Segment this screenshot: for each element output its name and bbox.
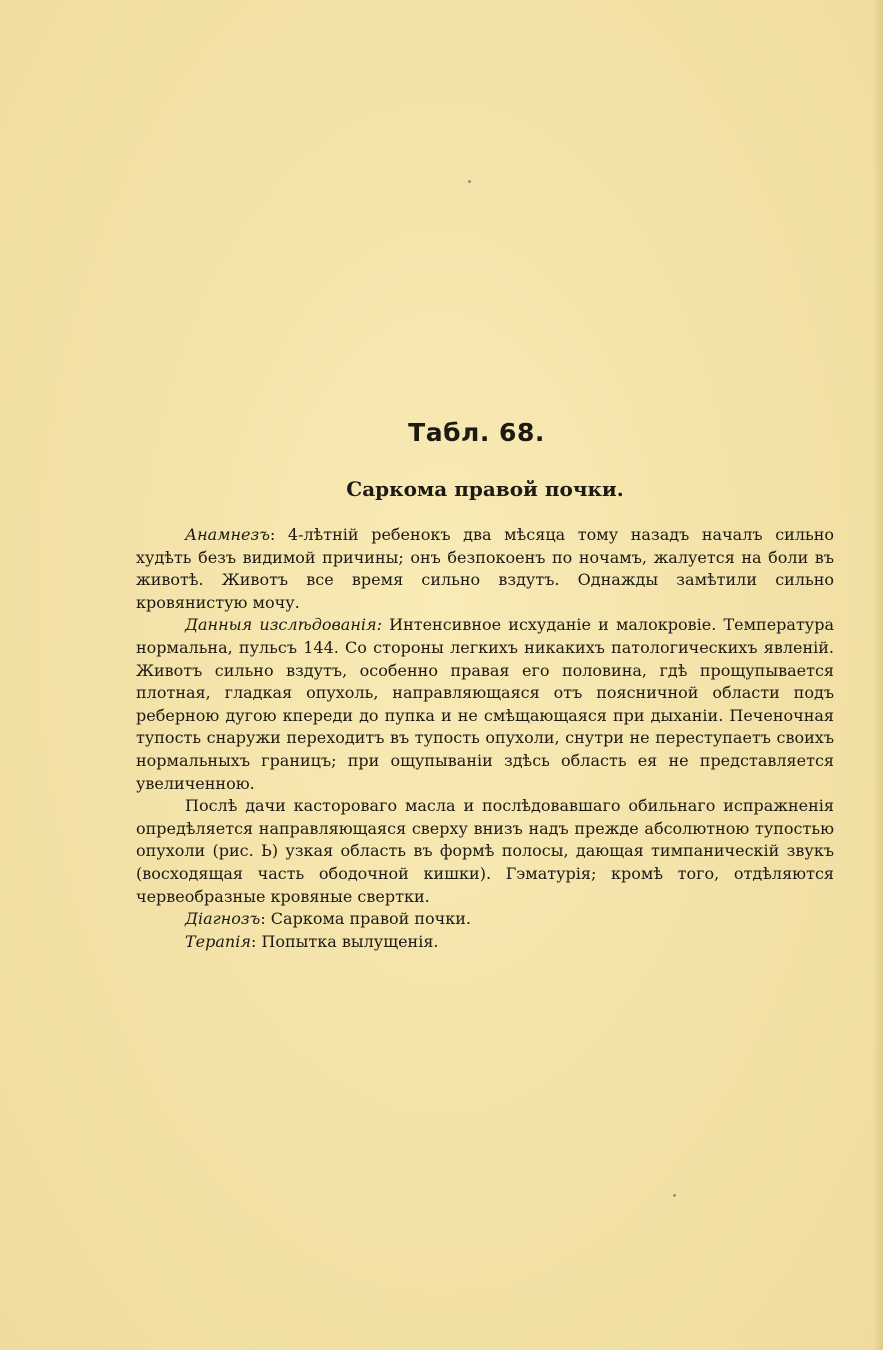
findings-label: Данныя изслѣдованія:: [185, 615, 382, 635]
after-castor-paragraph: [136, 795, 834, 908]
therapy-paragraph: [136, 931, 834, 954]
therapy-label: Терапія: [185, 931, 251, 951]
after-castor-text: Послѣ дачи кастороваго масла и послѣдовавшаго обильнаго испражненія опредѣляется направляющаяся сверху внизъ надъ прежде абсолютною тупостью опухоли (рис. Ь) узкая область въ формѣ полосы, дающая тимпаническій звукъ (восходящая часть ободочной кишки). Гэматурія; кромѣ того, отдѣляются червеобразные кровяные свертки.: [136, 796, 834, 906]
anamnesis-label: Анамнезъ: [185, 525, 270, 544]
diagnosis-label: Діагнозъ: [185, 909, 261, 929]
diagnosis-paragraph: [136, 908, 834, 931]
page-title: Табл. 68.: [408, 418, 545, 447]
anamnesis-paragraph: [136, 524, 834, 614]
page-edge-shadow: [873, 0, 883, 1350]
page-subtitle: Саркома правой почки.: [346, 477, 624, 501]
anamnesis-text: : 4-лѣтній ребенокъ два мѣсяца тому назадъ началъ сильно худѣть безъ видимой причины; онъ безпокоенъ по ночамъ, жалуется на боли въ животѣ. Животъ все время сильно вздутъ. Однажды замѣтили сильно кровянистую мочу.: [136, 525, 834, 612]
findings-paragraph: [136, 614, 834, 795]
therapy-text: : Попытка вылущенія.: [250, 931, 439, 951]
case-description: [136, 524, 834, 953]
findings-text: Интенсивное исхуданіе и малокровіе. Температура нормальна, пульсъ 144. Со стороны легкихъ никакихъ патологическихъ явленій. Животъ сильно вздутъ, особенно правая его половина, гдѣ прощупывается плотная, гладкая опухоль, направляющаяся отъ поясничной области подъ реберною дугою кпереди до пупка и не смѣщающаяся при дыханіи. Печеночная тупость снаружи переходитъ въ тупость опухоли, снутри не переступаетъ своихъ нормальныхъ границъ; при ощупываніи здѣсь область ея не представляется увеличенною.: [136, 615, 834, 793]
paper-speck: [673, 1194, 676, 1197]
diagnosis-text: : Саркома правой почки.: [260, 909, 471, 929]
paper-speck: [468, 180, 471, 183]
